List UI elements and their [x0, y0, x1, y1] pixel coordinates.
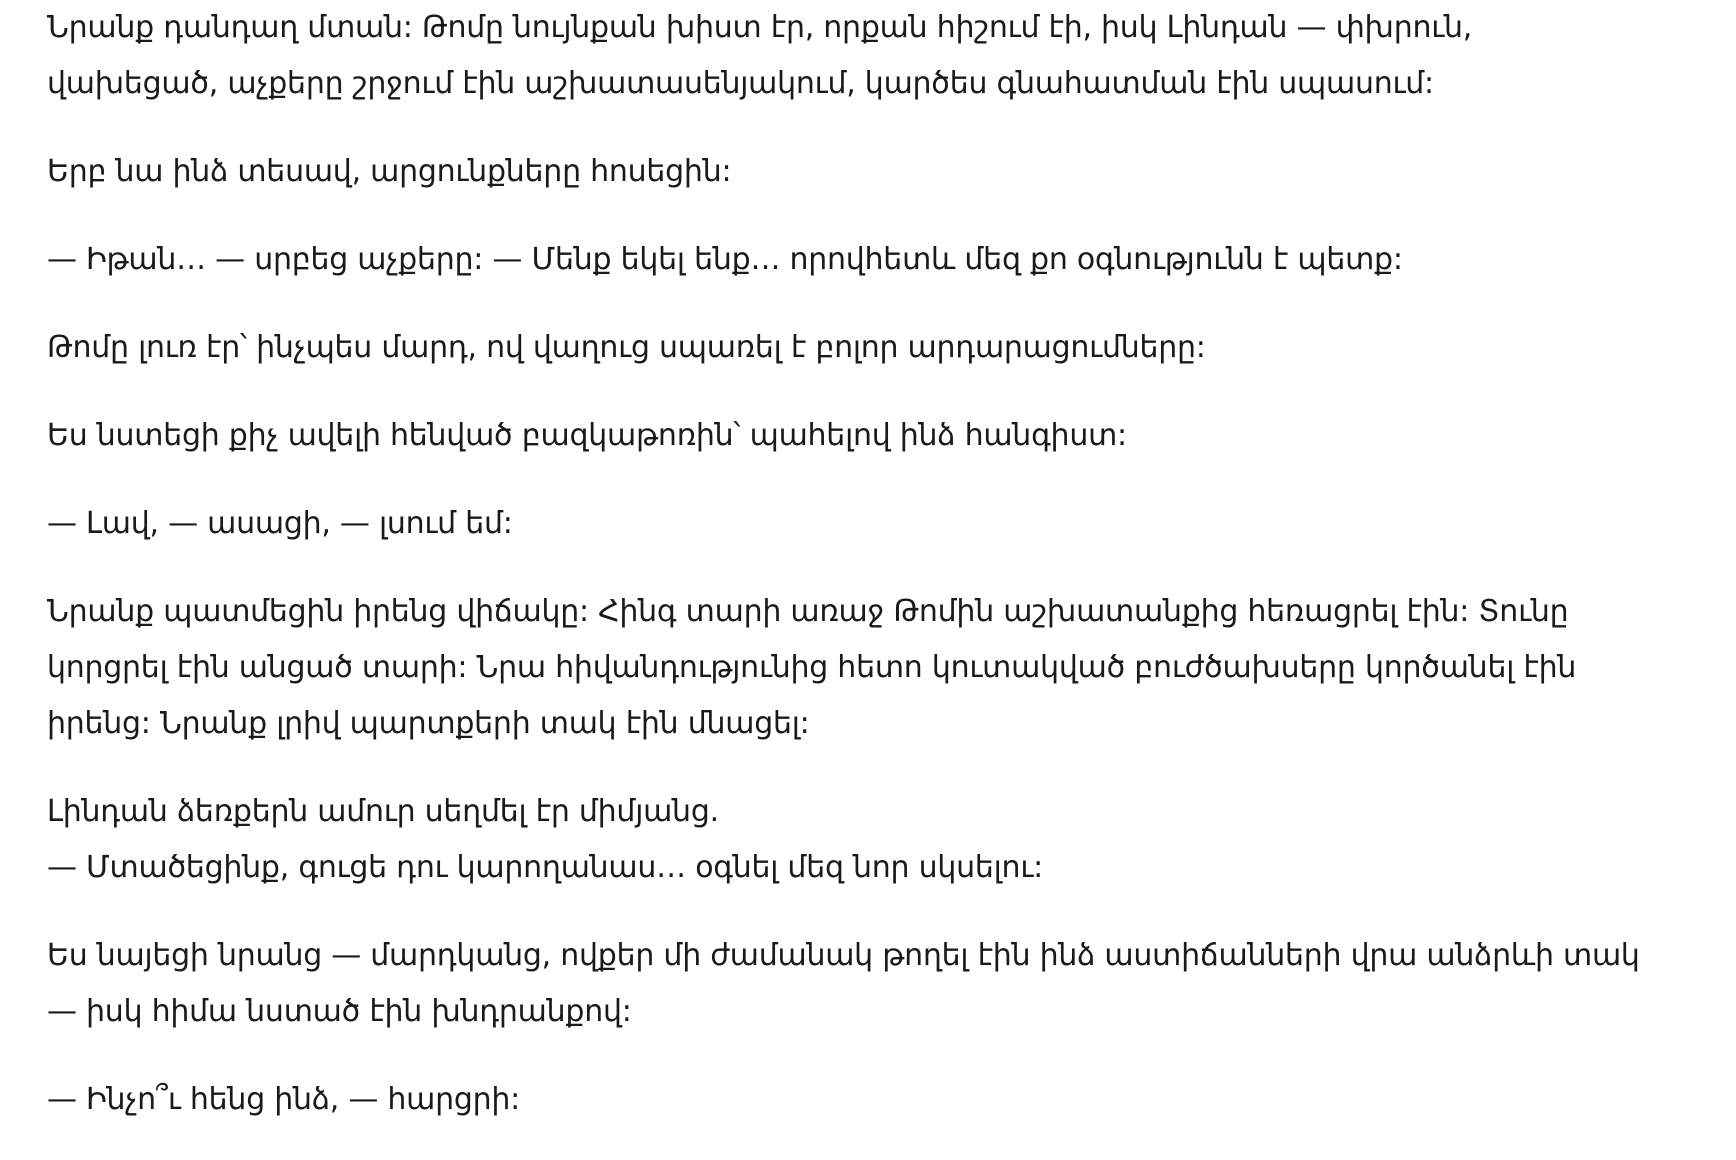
text-line: Թոմը լուռ էր՝ ինչպես մարդ, ով վաղուց սպառել է բոլոր արդարացումները:	[47, 330, 1206, 365]
paragraph	[47, 584, 1697, 752]
text-line: Լինդան ձեռքերն ամուր սեղմել էր միմյանց.	[47, 794, 719, 829]
paragraph	[47, 784, 1697, 896]
paragraph	[47, 144, 1697, 200]
paragraph	[47, 320, 1697, 376]
text-line: իրենց: Նրանք լրիվ պարտքերի տակ էին մնացել:	[47, 706, 810, 741]
paragraph	[47, 0, 1697, 112]
paragraph	[47, 496, 1697, 552]
text-line: վախեցած, աչքերը շրջում էին աշխատասենյակում, կարծես գնահատման էին սպասում:	[47, 66, 1434, 101]
text-line: — Իթան… — սրբեց աչքերը: — Մենք եկել ենք… որովհետև մեզ քո օգնությունն է պետք:	[47, 242, 1403, 277]
paragraph	[47, 928, 1697, 1040]
text-line: — Ինչո՞ւ հենց ինձ, — հարցրի:	[47, 1082, 520, 1117]
text-line: — իսկ հիմա նստած էին խնդրանքով:	[47, 994, 632, 1029]
text-line: Ես նայեցի նրանց — մարդկանց, ովքեր մի ժամանակ թողել էին ինձ աստիճանների վրա անձրևի տակ	[47, 938, 1640, 973]
paragraph	[47, 1072, 1697, 1128]
text-line: կորցրել էին անցած տարի: Նրա հիվանդությունից հետո կուտակված բուժծախսերը կործանել էին	[47, 650, 1577, 685]
paragraph	[47, 232, 1697, 288]
text-line: Նրանք պատմեցին իրենց վիճակը: Հինգ տարի առաջ Թոմին աշխատանքից հեռացրել էին: Տունը	[47, 594, 1569, 629]
text-line: Նրանք դանդաղ մտան: Թոմը նույնքան խիստ էր, որքան հիշում էի, իսկ Լինդան — փխրուն,	[47, 10, 1473, 45]
text-line: Ես նստեցի քիչ ավելի հենված բազկաթոռին՝ պահելով ինձ հանգիստ:	[47, 418, 1127, 453]
paragraph	[47, 408, 1697, 464]
text-line: — Լավ, — ասացի, — լսում եմ:	[47, 506, 513, 541]
story-text	[47, 0, 1697, 1160]
text-line: — Մտածեցինք, գուցե դու կարողանաս… օգնել մեզ նոր սկսելու:	[47, 850, 1043, 885]
text-line: Երբ նա ինձ տեսավ, արցունքները հոսեցին:	[47, 154, 732, 189]
